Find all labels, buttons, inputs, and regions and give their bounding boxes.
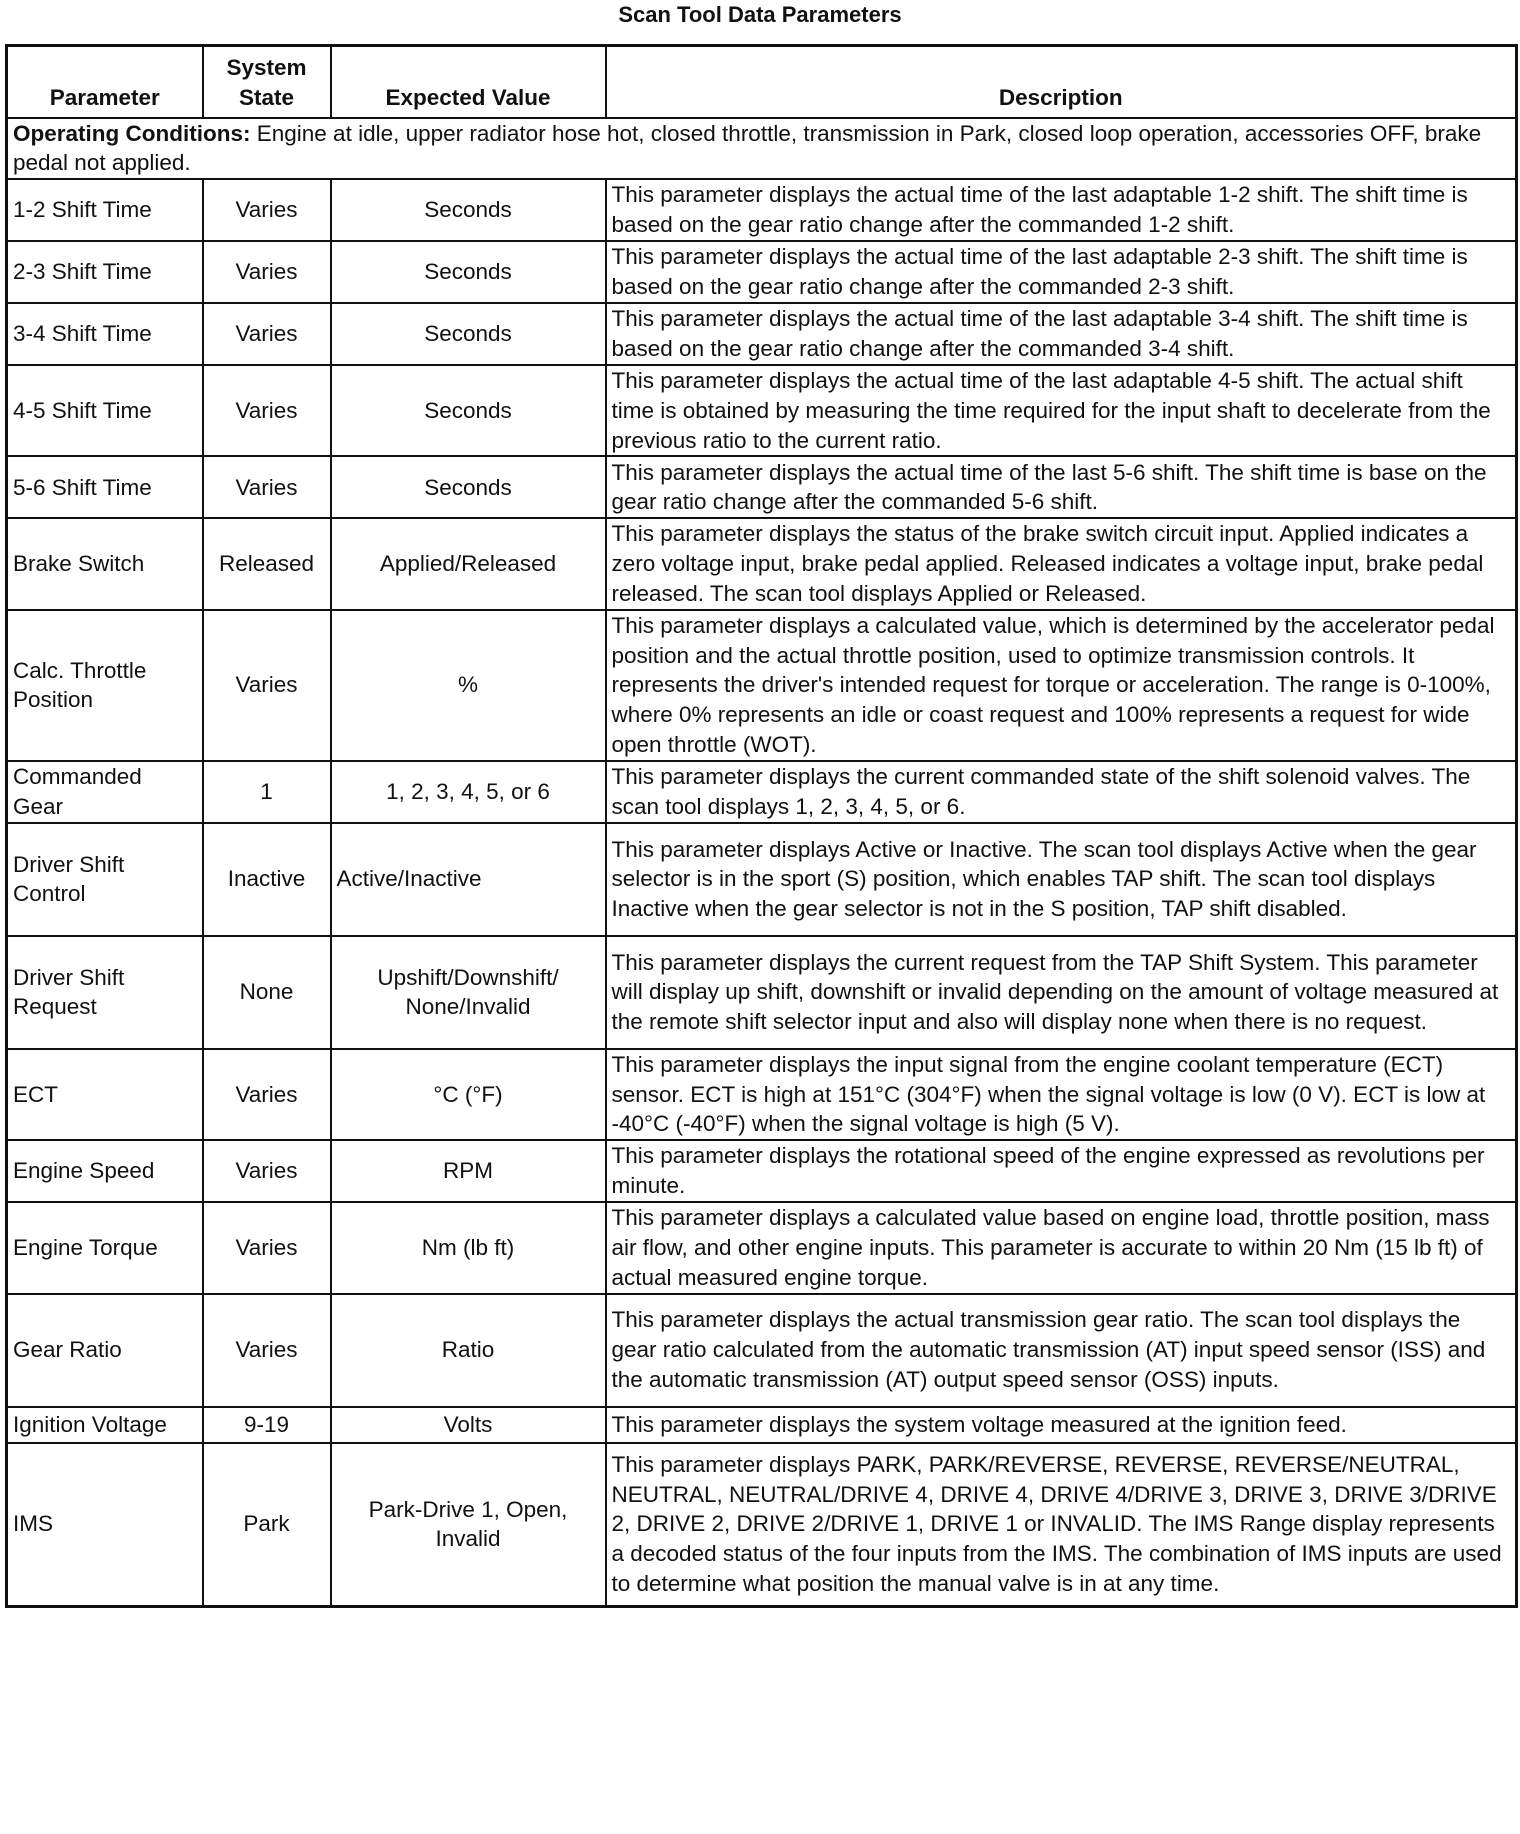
system-state-cell: Varies	[203, 1049, 331, 1140]
table-row	[7, 179, 1517, 241]
parameter-cell: 1-2 Shift Time	[7, 179, 203, 241]
operating-conditions-row	[7, 118, 1517, 180]
parameter-cell: 5-6 Shift Time	[7, 456, 203, 518]
system-state-cell: Varies	[203, 179, 331, 241]
system-state-cell: None	[203, 936, 331, 1049]
description-cell: This parameter displays PARK, PARK/REVERSE, REVERSE, REVERSE/NEUTRAL, NEUTRAL, NEUTRAL/DRIVE 4, DRIVE 4, DRIVE 4/DRIVE 3, DRIVE 3, DRIVE 3/DRIVE 2, DRIVE 2, DRIVE 2/DRIVE 1, DRIVE 1 or INVALID. The IMS Range display represents a decoded status of the four inputs from the IMS. The combination of IMS inputs are used to determine what position the manual valve is in at any time.	[606, 1443, 1517, 1607]
parameter-cell: 4-5 Shift Time	[7, 365, 203, 456]
table-row	[7, 1294, 1517, 1407]
expected-value-cell: Nm (lb ft)	[331, 1202, 606, 1293]
system-state-cell: 9-19	[203, 1407, 331, 1443]
description-cell: This parameter displays the current commanded state of the shift solenoid valves. The scan tool displays 1, 2, 3, 4, 5, or 6.	[606, 761, 1517, 823]
expected-value-cell: Applied/Released	[331, 518, 606, 609]
system-state-cell: Varies	[203, 610, 331, 761]
expected-value-cell: 1, 2, 3, 4, 5, or 6	[331, 761, 606, 823]
table-row	[7, 1049, 1517, 1140]
expected-value-cell: Seconds	[331, 179, 606, 241]
parameter-cell: 3-4 Shift Time	[7, 303, 203, 365]
parameter-cell: Engine Torque	[7, 1202, 203, 1293]
page-title: Scan Tool Data Parameters	[618, 2, 902, 27]
system-state-cell: Varies	[203, 456, 331, 518]
description-cell: This parameter displays the current request from the TAP Shift System. This parameter will display up shift, downshift or invalid depending on the amount of voltage measured at the remote shift selector input and also will display none when there is no request.	[606, 936, 1517, 1049]
description-cell: This parameter displays the actual time of the last adaptable 3-4 shift. The shift time is based on the gear ratio change after the commanded 3-4 shift.	[606, 303, 1517, 365]
expected-value-cell: Volts	[331, 1407, 606, 1443]
scan-tool-parameters-table	[5, 44, 1518, 1608]
header-parameter: Parameter	[7, 46, 203, 118]
operating-conditions-label: Operating Conditions:	[13, 120, 251, 146]
table-row	[7, 365, 1517, 456]
description-cell: This parameter displays the rotational speed of the engine expressed as revolutions per minute.	[606, 1140, 1517, 1202]
header-row	[7, 46, 1517, 118]
system-state-cell: Park	[203, 1443, 331, 1607]
table-row	[7, 823, 1517, 936]
table-row	[7, 1407, 1517, 1443]
system-state-cell: 1	[203, 761, 331, 823]
table-row	[7, 761, 1517, 823]
parameter-cell: Driver Shift Request	[7, 936, 203, 1049]
expected-value-cell: Seconds	[331, 365, 606, 456]
expected-value-cell: Active/Inactive	[331, 823, 606, 936]
system-state-cell: Varies	[203, 1202, 331, 1293]
header-description: Description	[606, 46, 1517, 118]
system-state-cell: Varies	[203, 1294, 331, 1407]
description-cell: This parameter displays the input signal from the engine coolant temperature (ECT) sensor. ECT is high at 151°C (304°F) when the signal voltage is low (0 V). ECT is low at -40°C (-40°F) when the signal voltage is high (5 V).	[606, 1049, 1517, 1140]
parameter-cell: Engine Speed	[7, 1140, 203, 1202]
system-state-cell: Varies	[203, 1140, 331, 1202]
table-row	[7, 303, 1517, 365]
expected-value-cell: RPM	[331, 1140, 606, 1202]
system-state-cell: Varies	[203, 241, 331, 303]
parameter-cell: IMS	[7, 1443, 203, 1607]
description-cell: This parameter displays the actual transmission gear ratio. The scan tool displays the gear ratio calculated from the automatic transmission (AT) input speed sensor (ISS) and the automatic transmission (AT) output speed sensor (OSS) inputs.	[606, 1294, 1517, 1407]
expected-value-cell: Seconds	[331, 303, 606, 365]
description-cell: This parameter displays the system voltage measured at the ignition feed.	[606, 1407, 1517, 1443]
operating-conditions-text: Engine at idle, upper radiator hose hot, closed throttle, transmission in Park, closed loop operation, accessories OFF, brake pedal not applied.	[13, 120, 1482, 176]
expected-value-cell: Ratio	[331, 1294, 606, 1407]
operating-conditions-cell	[7, 118, 1517, 180]
description-cell: This parameter displays the status of the brake switch circuit input. Applied indicates a zero voltage input, brake pedal applied. Released indicates a voltage input, brake pedal released. The scan tool displays Applied or Released.	[606, 518, 1517, 609]
system-state-cell: Varies	[203, 365, 331, 456]
header-system-state: System State	[203, 46, 331, 118]
parameter-cell: Commanded Gear	[7, 761, 203, 823]
parameter-cell: 2-3 Shift Time	[7, 241, 203, 303]
parameter-cell: Ignition Voltage	[7, 1407, 203, 1443]
header-expected-value: Expected Value	[331, 46, 606, 118]
table-row	[7, 1202, 1517, 1293]
description-cell: This parameter displays the actual time of the last adaptable 1-2 shift. The shift time is based on the gear ratio change after the commanded 1-2 shift.	[606, 179, 1517, 241]
table-row	[7, 456, 1517, 518]
parameter-cell: Gear Ratio	[7, 1294, 203, 1407]
expected-value-cell: Park-Drive 1, Open, Invalid	[331, 1443, 606, 1607]
description-cell: This parameter displays the actual time of the last adaptable 4-5 shift. The actual shift time is obtained by measuring the time required for the input shaft to decelerate from the previous ratio to the current ratio.	[606, 365, 1517, 456]
system-state-cell: Released	[203, 518, 331, 609]
table-body	[7, 118, 1517, 1607]
table-row	[7, 241, 1517, 303]
expected-value-cell: Seconds	[331, 241, 606, 303]
table-row	[7, 518, 1517, 609]
table-row	[7, 1140, 1517, 1202]
system-state-cell: Inactive	[203, 823, 331, 936]
table-row	[7, 610, 1517, 761]
parameter-cell: Calc. Throttle Position	[7, 610, 203, 761]
parameter-cell: ECT	[7, 1049, 203, 1140]
description-cell: This parameter displays a calculated value based on engine load, throttle position, mass air flow, and other engine inputs. This parameter is accurate to within 20 Nm (15 lb ft) of actual measured engine torque.	[606, 1202, 1517, 1293]
description-cell: This parameter displays the actual time of the last 5-6 shift. The shift time is base on the gear ratio change after the commanded 5-6 shift.	[606, 456, 1517, 518]
system-state-cell: Varies	[203, 303, 331, 365]
table-row	[7, 1443, 1517, 1607]
expected-value-cell: Upshift/Downshift/ None/Invalid	[331, 936, 606, 1049]
parameter-cell: Driver Shift Control	[7, 823, 203, 936]
description-cell: This parameter displays the actual time of the last adaptable 2-3 shift. The shift time is based on the gear ratio change after the commanded 2-3 shift.	[606, 241, 1517, 303]
expected-value-cell: %	[331, 610, 606, 761]
expected-value-cell: Seconds	[331, 456, 606, 518]
parameter-cell: Brake Switch	[7, 518, 203, 609]
table-row	[7, 936, 1517, 1049]
description-cell: This parameter displays Active or Inactive. The scan tool displays Active when the gear selector is in the sport (S) position, which enables TAP shift. The scan tool displays Inactive when the gear selector is not in the S position, TAP shift disabled.	[606, 823, 1517, 936]
expected-value-cell: °C (°F)	[331, 1049, 606, 1140]
description-cell: This parameter displays a calculated value, which is determined by the accelerator pedal position and the actual throttle position, used to optimize transmission controls. It represents the driver's intended request for torque or acceleration. The range is 0-100%, where 0% represents an idle or coast request and 100% represents a request for wide open throttle (WOT).	[606, 610, 1517, 761]
